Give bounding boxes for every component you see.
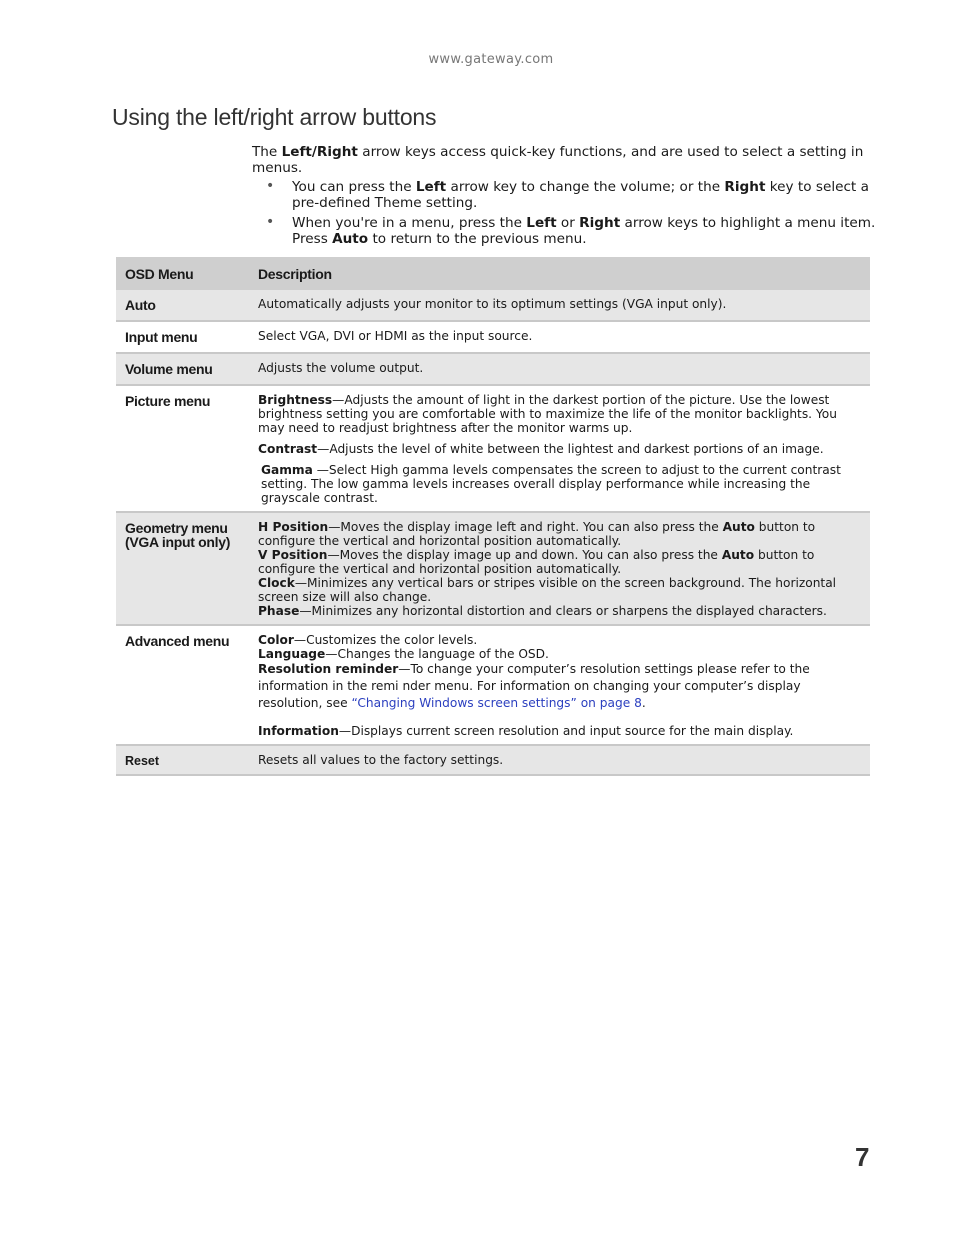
h-position-label: H Position — [258, 520, 329, 534]
menu-description — [249, 512, 870, 625]
bullet-text: You can press the — [292, 179, 416, 195]
phase-text: —Minimizes any horizontal distortion and clears or sharpens the displayed characters. — [299, 604, 827, 618]
table-row-input — [116, 321, 870, 353]
bullet-bold: Left — [526, 215, 557, 231]
menu-description — [249, 625, 870, 745]
resolution-reminder-text: —To change your computer’s resolution settings please refer to the information in the remi nder menu. For information on changing your computer’s display resolution, see — [258, 662, 810, 710]
bullet-item — [252, 179, 877, 211]
v-position-text: button to configure the vertical and horizontal position automatically. — [258, 548, 815, 576]
v-position-label: V Position — [258, 548, 328, 562]
menu-description: Resets all values to the factory settings. — [258, 753, 504, 767]
table-row-auto — [116, 290, 870, 321]
color-label: Color — [258, 633, 294, 647]
clock-entry — [258, 576, 860, 604]
table-header-row — [116, 257, 870, 290]
color-entry — [258, 633, 860, 647]
menu-name: Volume menu — [125, 361, 213, 377]
changing-windows-screen-settings-link[interactable]: “Changing Windows screen settings” on page 8 — [351, 696, 642, 710]
language-entry — [258, 647, 860, 661]
bullet-bold: Right — [579, 215, 621, 231]
brightness-text: —Adjusts the amount of light in the darkest portion of the picture. Use the lowest brightness setting you are comfortable with to maximize the life of the monitor backlights. You may need to readjust brightness after the monitor warms up. — [258, 393, 837, 435]
resolution-reminder-entry — [258, 661, 860, 712]
brightness-entry — [258, 393, 860, 435]
language-label: Language — [258, 647, 326, 661]
header-description: Description — [249, 257, 870, 290]
intro-block — [252, 144, 877, 251]
intro-bullet-list — [252, 179, 877, 247]
osd-menu-table — [116, 257, 870, 776]
bullet-text: arrow keys to highlight a menu item. Press — [292, 215, 876, 247]
menu-description: Select VGA, DVI or HDMI as the input source. — [258, 329, 533, 343]
intro-right-key: Right — [316, 144, 358, 160]
gamma-entry — [261, 463, 860, 505]
resolution-reminder-label: Resolution reminder — [258, 662, 399, 676]
table-row-picture — [116, 385, 870, 512]
menu-name-line1: Geometry menu — [125, 520, 228, 536]
v-position-text: —Moves the display image up and down. You can also press the — [327, 548, 722, 562]
h-position-text: button to configure the vertical and horizontal position automatically. — [258, 520, 816, 548]
menu-name: Input menu — [125, 329, 198, 345]
menu-name — [116, 512, 249, 625]
information-text: —Displays current screen resolution and input source for the main display. — [338, 724, 794, 738]
header-osd-menu: OSD Menu — [116, 257, 249, 290]
h-position-entry — [258, 520, 860, 548]
v-position-entry — [258, 548, 860, 576]
phase-entry — [258, 604, 860, 618]
gamma-text: —Select High gamma levels compensates the screen to adjust to the current contrast setting. The low gamma levels increases overall display performance while increasing the grayscale contrast. — [261, 463, 841, 505]
phase-label: Phase — [258, 604, 300, 618]
bullet-bold: Left — [415, 179, 447, 195]
information-entry — [258, 724, 860, 738]
bullet-text: to return to the previous menu. — [368, 231, 587, 247]
bullet-text: key to select a pre-defined Theme setting. — [292, 179, 869, 211]
contrast-entry — [258, 442, 860, 456]
table-row-volume — [116, 353, 870, 385]
table-row-advanced — [116, 625, 870, 745]
page-number: 7 — [855, 1142, 870, 1172]
auto-key: Auto — [722, 520, 755, 534]
menu-description: Adjusts the volume output. — [258, 361, 424, 375]
bullet-bold: Right — [724, 179, 766, 195]
language-text: —Changes the language of the OSD. — [325, 647, 549, 661]
intro-text: The — [252, 144, 282, 160]
clock-label: Clock — [258, 576, 295, 590]
bullet-text: or — [556, 215, 580, 231]
gamma-label: Gamma — [261, 463, 313, 477]
h-position-text: —Moves the display image left and right. You can also press the — [328, 520, 723, 534]
bullet-bold: Auto — [332, 231, 369, 247]
intro-paragraph — [252, 144, 877, 176]
table-row-geometry — [116, 512, 870, 625]
contrast-text: —Adjusts the level of white between the lightest and darkest portions of an image. — [317, 442, 824, 456]
menu-description — [249, 385, 870, 512]
bullet-icon: • — [266, 178, 275, 194]
bullet-item — [252, 215, 877, 247]
bullet-text: arrow key to change the volume; or the — [446, 179, 725, 195]
intro-left-key: Left — [281, 144, 312, 160]
menu-name: Picture menu — [125, 393, 211, 409]
menu-description: Automatically adjusts your monitor to its optimum settings (VGA input only). — [258, 297, 727, 311]
auto-key: Auto — [721, 548, 755, 562]
brightness-label: Brightness — [258, 393, 333, 407]
contrast-label: Contrast — [258, 442, 318, 456]
menu-name-line2: (VGA input only) — [125, 534, 231, 550]
intro-text-rest: arrow keys access quick-key functions, and are used to select a setting in menus. — [252, 144, 864, 176]
intro-slash: / — [311, 144, 317, 160]
color-text: —Customizes the color levels. — [293, 633, 478, 647]
menu-name: Auto — [125, 297, 156, 313]
menu-name: Advanced menu — [125, 633, 230, 649]
information-label: Information — [258, 724, 339, 738]
resolution-reminder-end: . — [641, 696, 646, 710]
menu-name: Reset — [125, 754, 160, 768]
clock-text: —Minimizes any vertical bars or stripes visible on the screen background. The horizontal screen size will also change. — [258, 576, 837, 604]
section-title: Using the left/right arrow buttons — [112, 104, 437, 130]
header-url: www.gateway.com — [428, 52, 554, 67]
bullet-text: When you're in a menu, press the — [292, 215, 527, 231]
table-row-reset — [116, 745, 870, 775]
bullet-icon: • — [266, 214, 275, 230]
